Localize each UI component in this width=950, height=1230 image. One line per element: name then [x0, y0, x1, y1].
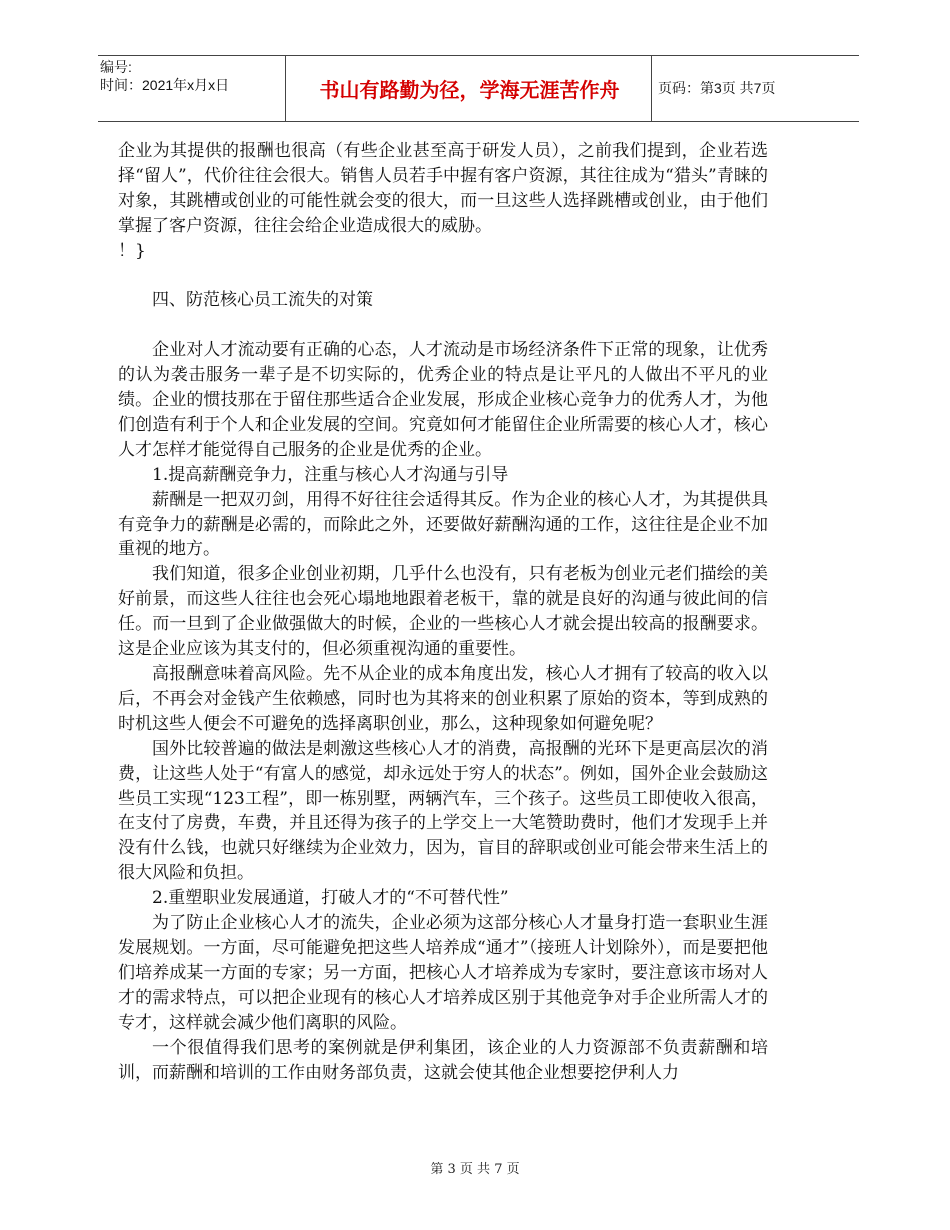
header-meta	[100, 58, 229, 94]
subheading: 2.重塑职业发展通道，打破人才的“不可替代性”	[152, 888, 509, 909]
paragraph: 为了防止企业核心人才的流失，企业必须为这部分核心人才量身打造一套职业生涯发展规划。一方面，尽可能避免把这些人培养成“通才”（接班人计划除外），而是要把他们培养成某一方面的专家；另一方面，把核心人才培养成为专家时，要注意该市场对人才的需求特点，可以把企业现有的核心人才培养成区别于其他竞争对手企业所需人才的专才，这样就会减少他们离职的风险。	[118, 913, 768, 1033]
subheading: 1.提高薪酬竞争力，注重与核心人才沟通与引导	[152, 464, 509, 485]
header-divider-right	[651, 55, 652, 121]
header-bottom-rule	[98, 121, 859, 122]
paragraph: 高报酬意味着高风险。先不从企业的成本角度出发，核心人才拥有了较高的收入以后，不再会对金钱产生依赖感，同时也为其将来的创业积累了原始的资本，等到成熟的时机这些人便会不可避免的选择离职创业，那么，这种现象如何避免呢？	[118, 664, 768, 734]
doc-time-label: 时间：2021年x月x日	[100, 77, 230, 93]
doc-number-label: 编号:	[100, 59, 132, 75]
paragraph: 薪酬是一把双刃剑，用得不好往往会适得其反。作为企业的核心人才，为其提供具有竞争力的薪酬是必需的，而除此之外，还要做好薪酬沟通的工作，这往往是企业不加重视的地方。	[118, 489, 768, 560]
paragraph: 我们知道，很多企业创业初期，几乎什么也没有，只有老板为创业元老们描绘的美好前景，而这些人往往也会死心塌地地跟着老板干，靠的就是良好的沟通与彼此间的信任。而一旦到了企业做强做大的时候，企业的一些核心人才就会提出较高的报酬要求。这是企业应该为其支付的，但必须重视沟通的重要性。	[118, 564, 768, 660]
paragraph: 企业为其提供的报酬也很高（有些企业甚至高于研发人员），之前我们提到，企业若选择“留人”，代价往往会很大。销售人员若手中握有客户资源，其往往成为“猎头”青睐的对象，其跳槽或创业的可能性就会变的很大，而一旦这些人选择跳槽或创业，由于他们掌握了客户资源，往往会给企业造成很大的威胁。	[118, 141, 768, 236]
paragraph: 国外比较普遍的做法是刺激这些核心人才的消费，高报酬的光环下是更高层次的消费，让这些人处于“有富人的感觉，却永远处于穷人的状态”。例如，国外企业会鼓励这些员工实现“123工程”，即一栋别墅，两辆汽车，三个孩子。这些员工即使收入很高，在支付了房费，车费，并且还得为孩子的上学交上一大笔赞助费时，他们才发现手上并没有什么钱，也就只好继续为企业效力，因为，盲目的辞职或创业可能会带来生活上的很大风险和负担。	[118, 738, 768, 884]
header-top-rule	[98, 55, 859, 56]
section-heading: 四、防范核心员工流失的对策	[152, 290, 373, 311]
header-divider-left	[285, 55, 286, 121]
header-motto: 书山有路勤为径，学海无涯苦作舟	[319, 78, 620, 102]
page-footer: 第 3 页 共 7 页	[430, 1162, 520, 1177]
stray-marks: ！}	[118, 240, 146, 261]
paragraph: 一个很值得我们思考的案例就是伊利集团，该企业的人力资源部不负责薪酬和培训，而薪酬和培训的工作由财务部负责，这就会使其他企业想要挖伊利人力	[118, 1037, 768, 1083]
document-body	[118, 139, 768, 1085]
paragraph: 企业对人才流动要有正确的心态，人才流动是市场经济条件下正常的现象，让优秀的认为袭击服务一辈子是不切实际的，优秀企业的特点是让平凡的人做出不平凡的业绩。企业的惯技那在于留住那些适合企业发展，形成企业核心竞争力的优秀人才，为他们创造有利于个人和企业发展的空间。究竟如何才能留住企业所需要的核心人才，核心人才怎样才能觉得自己服务的企业是优秀的企业。	[118, 340, 768, 460]
header-page-number: 页码：第3页 共7页	[658, 80, 776, 96]
